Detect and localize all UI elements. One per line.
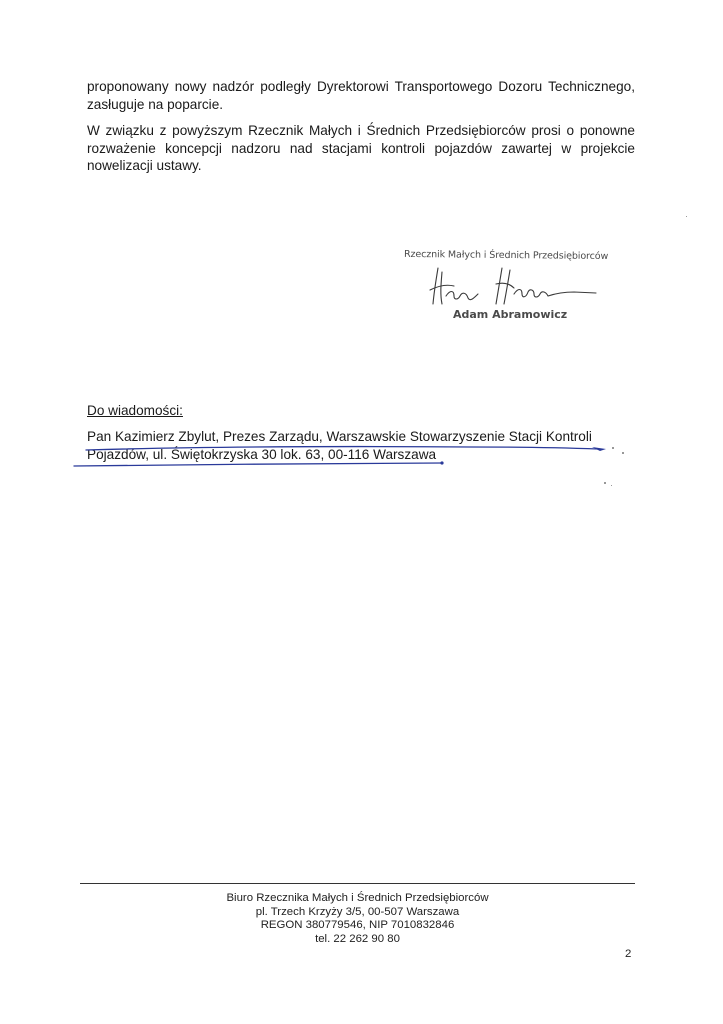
scan-speck [686, 216, 687, 217]
cc-line-1: Pan Kazimierz Zbylut, Prezes Zarządu, Warszawskie Stowarzyszenie Stacji Kontroli [87, 429, 592, 444]
scan-speck [622, 452, 624, 454]
footer-phone: tel. 22 262 90 80 [315, 932, 400, 945]
page-number: 2 [625, 948, 632, 960]
cc-label: Do wiadomości: [87, 403, 183, 418]
footer-office: Biuro Rzecznika Małych i Średnich Przedsiębiorców [226, 892, 489, 904]
footer-address [80, 892, 635, 946]
footer-registration: REGON 380779546, NIP 7010832846 [260, 919, 455, 931]
stamp-title: Rzecznik Małych i Średnich Przedsiębiorców [403, 248, 609, 263]
body-paragraph-1: proponowany nowy nadzór podległy Dyrektorowi Transportowego Dozoru Technicznego, zasługuje na poparcie. [87, 79, 635, 112]
handwritten-signature [424, 262, 604, 308]
footer-street: pl. Trzech Krzyży 3/5, 00-507 Warszawa [255, 905, 460, 918]
footer-divider [80, 883, 635, 884]
cc-line-2: Pojazdów, ul. Świętokrzyska 30 lok. 63, 00-116 Warszawa [87, 447, 437, 462]
scan-speck [604, 482, 606, 484]
signature-stamp [400, 250, 620, 330]
body-paragraph-2: W związku z powyższym Rzecznik Małych i Średnich Przedsiębiorców prosi o ponowne rozważenie koncepcji nadzoru nad stacjami kontroli pojazdów zawartej w projekcie nowelizacji ustawy. [87, 123, 635, 173]
scan-speck [612, 447, 614, 449]
stamp-name: Adam Abramowicz [453, 308, 568, 321]
pen-underline-marks [70, 440, 630, 480]
scan-speck [611, 485, 612, 486]
